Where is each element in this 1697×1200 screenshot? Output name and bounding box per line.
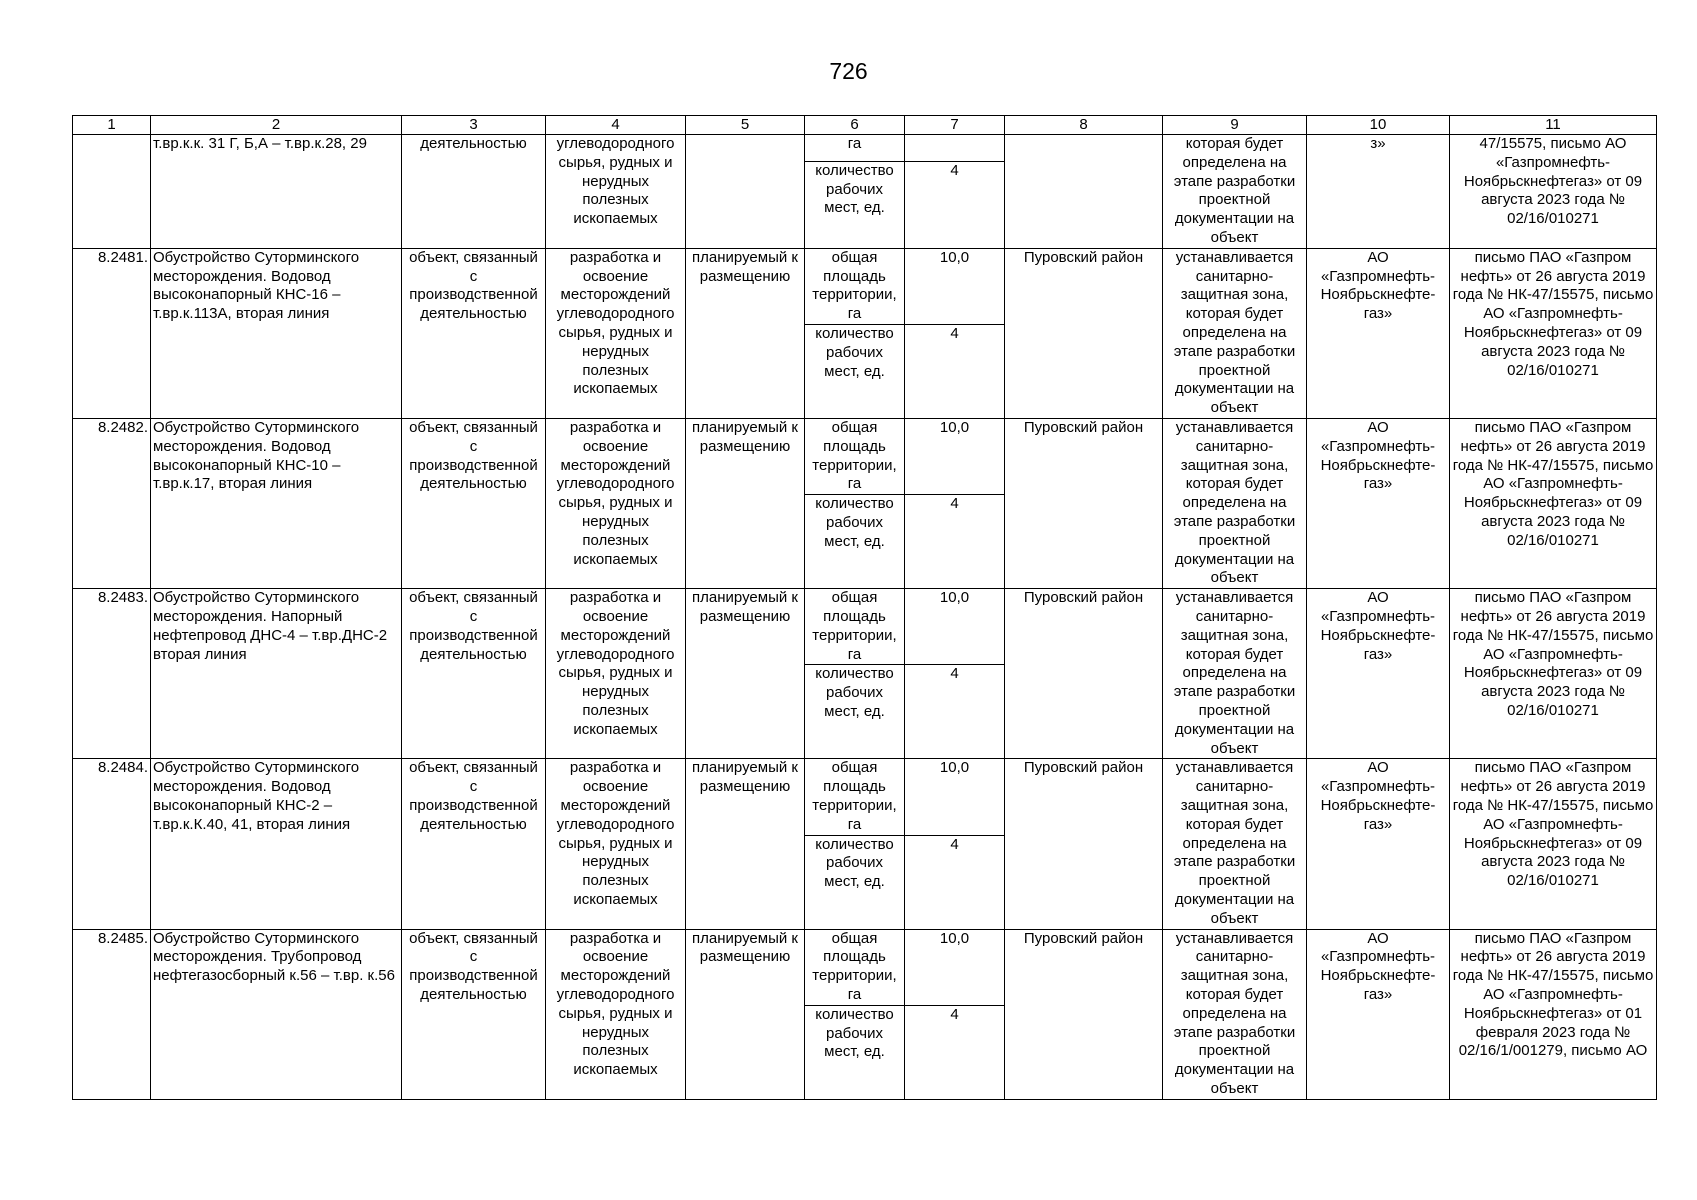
cont-basis-cell: 47/15575, письмо АО «Газпромнефть-Ноябрьскнефтегаз» от 09 августа 2023 года № 02/16/010271 bbox=[1450, 135, 1657, 249]
object-type: объект, связанный с производственной деятельностью bbox=[402, 589, 546, 759]
param-jobs-value: 4 bbox=[905, 665, 1005, 759]
object-purpose: разработка и освоение месторождений углеводородного сырья, рудных и нерудных полезных ископаемых bbox=[546, 929, 686, 1099]
param-area-label: общая площадь территории, га bbox=[805, 248, 905, 324]
object-purpose: разработка и освоение месторождений углеводородного сырья, рудных и нерудных полезных ископаемых bbox=[546, 589, 686, 759]
protection-zone: устанавливается санитарно-защитная зона, которая будет определена на этапе разработки проектной документации на объект bbox=[1163, 929, 1307, 1099]
table-row bbox=[73, 418, 1657, 494]
object-owner: АО «Газпромнефть-Ноябрьскнефте-газ» bbox=[1307, 589, 1450, 759]
object-type: объект, связанный с производственной деятельностью bbox=[402, 248, 546, 418]
param-jobs-label: количество рабочих мест, ед. bbox=[805, 835, 905, 929]
object-status: планируемый к размещению bbox=[686, 248, 805, 418]
param-jobs-value: 4 bbox=[905, 324, 1005, 418]
continuation-row bbox=[73, 135, 1657, 162]
object-status: планируемый к размещению bbox=[686, 929, 805, 1099]
table-row bbox=[73, 929, 1657, 1005]
object-name: Обустройство Суторминского месторождения. Трубопровод нефтегазосборный к.56 – т.вр. к.56 bbox=[151, 929, 402, 1099]
table-row bbox=[73, 759, 1657, 835]
param-jobs-value: 4 bbox=[905, 835, 1005, 929]
param-jobs-value: 4 bbox=[905, 1005, 1005, 1099]
object-location: Пуровский район bbox=[1005, 759, 1163, 929]
param-area-value: 10,0 bbox=[905, 589, 1005, 665]
header-cell: 4 bbox=[546, 116, 686, 135]
param-jobs-label: количество рабочих мест, ед. bbox=[805, 1005, 905, 1099]
object-type: объект, связанный с производственной деятельностью bbox=[402, 759, 546, 929]
table-row bbox=[73, 248, 1657, 324]
param-area-label: общая площадь территории, га bbox=[805, 589, 905, 665]
param-area-value: 10,0 bbox=[905, 929, 1005, 1005]
row-number: 8.2482. bbox=[73, 418, 151, 588]
header-row bbox=[73, 116, 1657, 135]
cont-param1-label: га bbox=[805, 135, 905, 162]
param-area-label: общая площадь территории, га bbox=[805, 418, 905, 494]
param-jobs-label: количество рабочих мест, ед. bbox=[805, 665, 905, 759]
object-basis: письмо ПАО «Газпром нефть» от 26 августа 2019 года № НК-47/15575, письмо АО «Газпромнефть-Ноябрьскнефтегаз» от 09 августа 2023 года № 02/16/010271 bbox=[1450, 248, 1657, 418]
object-basis: письмо ПАО «Газпром нефть» от 26 августа 2019 года № НК-47/15575, письмо АО «Газпромнефть-Ноябрьскнефтегаз» от 01 февраля 2023 года № 02/16/1/001279, письмо АО bbox=[1450, 929, 1657, 1099]
protection-zone: устанавливается санитарно-защитная зона, которая будет определена на этапе разработки проектной документации на объект bbox=[1163, 418, 1307, 588]
cont-status-cell bbox=[686, 135, 805, 249]
protection-zone: устанавливается санитарно-защитная зона, которая будет определена на этапе разработки проектной документации на объект bbox=[1163, 589, 1307, 759]
cont-num-cell bbox=[73, 135, 151, 249]
row-number: 8.2485. bbox=[73, 929, 151, 1099]
object-owner: АО «Газпромнефть-Ноябрьскнефте-газ» bbox=[1307, 759, 1450, 929]
cont-param2-value: 4 bbox=[905, 161, 1005, 248]
protection-zone: устанавливается санитарно-защитная зона, которая будет определена на этапе разработки проектной документации на объект bbox=[1163, 248, 1307, 418]
object-owner: АО «Газпромнефть-Ноябрьскнефте-газ» bbox=[1307, 248, 1450, 418]
param-area-value: 10,0 bbox=[905, 418, 1005, 494]
object-purpose: разработка и освоение месторождений углеводородного сырья, рудных и нерудных полезных ископаемых bbox=[546, 759, 686, 929]
header-cell: 1 bbox=[73, 116, 151, 135]
cont-purpose-cell: углеводородного сырья, рудных и нерудных полезных ископаемых bbox=[546, 135, 686, 249]
object-location: Пуровский район bbox=[1005, 589, 1163, 759]
param-area-value: 10,0 bbox=[905, 759, 1005, 835]
object-status: планируемый к размещению bbox=[686, 759, 805, 929]
object-purpose: разработка и освоение месторождений углеводородного сырья, рудных и нерудных полезных ископаемых bbox=[546, 248, 686, 418]
param-area-label: общая площадь территории, га bbox=[805, 929, 905, 1005]
object-owner: АО «Газпромнефть-Ноябрьскнефте-газ» bbox=[1307, 929, 1450, 1099]
header-cell: 2 bbox=[151, 116, 402, 135]
object-name: Обустройство Суторминского месторождения. Напорный нефтепровод ДНС-4 – т.вр.ДНС-2 вторая линия bbox=[151, 589, 402, 759]
object-type: объект, связанный с производственной деятельностью bbox=[402, 929, 546, 1099]
object-location: Пуровский район bbox=[1005, 418, 1163, 588]
object-name: Обустройство Суторминского месторождения. Водовод высоконапорный КНС-16 – т.вр.к.113А, вторая линия bbox=[151, 248, 402, 418]
param-jobs-label: количество рабочих мест, ед. bbox=[805, 324, 905, 418]
object-status: планируемый к размещению bbox=[686, 418, 805, 588]
object-status: планируемый к размещению bbox=[686, 589, 805, 759]
cont-param2-label: количество рабочих мест, ед. bbox=[805, 161, 905, 248]
header-cell: 9 bbox=[1163, 116, 1307, 135]
object-name: Обустройство Суторминского месторождения. Водовод высоконапорный КНС-2 – т.вр.к.К.40, 41, вторая линия bbox=[151, 759, 402, 929]
row-number: 8.2483. bbox=[73, 589, 151, 759]
header-cell: 6 bbox=[805, 116, 905, 135]
cont-location-cell bbox=[1005, 135, 1163, 249]
object-basis: письмо ПАО «Газпром нефть» от 26 августа 2019 года № НК-47/15575, письмо АО «Газпромнефть-Ноябрьскнефтегаз» от 09 августа 2023 года № 02/16/010271 bbox=[1450, 589, 1657, 759]
object-owner: АО «Газпромнефть-Ноябрьскнефте-газ» bbox=[1307, 418, 1450, 588]
param-jobs-label: количество рабочих мест, ед. bbox=[805, 495, 905, 589]
cont-owner-cell: з» bbox=[1307, 135, 1450, 249]
object-type: объект, связанный с производственной деятельностью bbox=[402, 418, 546, 588]
register-table bbox=[72, 115, 1657, 1100]
cont-zone-cell: которая будет определена на этапе разработки проектной документации на объект bbox=[1163, 135, 1307, 249]
object-location: Пуровский район bbox=[1005, 929, 1163, 1099]
row-number: 8.2481. bbox=[73, 248, 151, 418]
table-body bbox=[73, 116, 1657, 1100]
param-area-label: общая площадь территории, га bbox=[805, 759, 905, 835]
param-area-value: 10,0 bbox=[905, 248, 1005, 324]
header-cell: 5 bbox=[686, 116, 805, 135]
header-cell: 3 bbox=[402, 116, 546, 135]
object-basis: письмо ПАО «Газпром нефть» от 26 августа 2019 года № НК-47/15575, письмо АО «Газпромнефть-Ноябрьскнефтегаз» от 09 августа 2023 года № 02/16/010271 bbox=[1450, 418, 1657, 588]
object-purpose: разработка и освоение месторождений углеводородного сырья, рудных и нерудных полезных ископаемых bbox=[546, 418, 686, 588]
header-cell: 10 bbox=[1307, 116, 1450, 135]
cont-param1-value bbox=[905, 135, 1005, 162]
param-jobs-value: 4 bbox=[905, 495, 1005, 589]
header-cell: 7 bbox=[905, 116, 1005, 135]
header-cell: 11 bbox=[1450, 116, 1657, 135]
object-location: Пуровский район bbox=[1005, 248, 1163, 418]
protection-zone: устанавливается санитарно-защитная зона, которая будет определена на этапе разработки проектной документации на объект bbox=[1163, 759, 1307, 929]
object-name: Обустройство Суторминского месторождения. Водовод высоконапорный КНС-10 – т.вр.к.17, вторая линия bbox=[151, 418, 402, 588]
cont-type-cell: деятельностью bbox=[402, 135, 546, 249]
row-number: 8.2484. bbox=[73, 759, 151, 929]
table-row bbox=[73, 589, 1657, 665]
object-basis: письмо ПАО «Газпром нефть» от 26 августа 2019 года № НК-47/15575, письмо АО «Газпромнефть-Ноябрьскнефтегаз» от 09 августа 2023 года № 02/16/010271 bbox=[1450, 759, 1657, 929]
page-number: 726 bbox=[829, 58, 868, 84]
cont-name-cell: т.вр.к.к. 31 Г, Б,А – т.вр.к.28, 29 bbox=[151, 135, 402, 249]
header-cell: 8 bbox=[1005, 116, 1163, 135]
